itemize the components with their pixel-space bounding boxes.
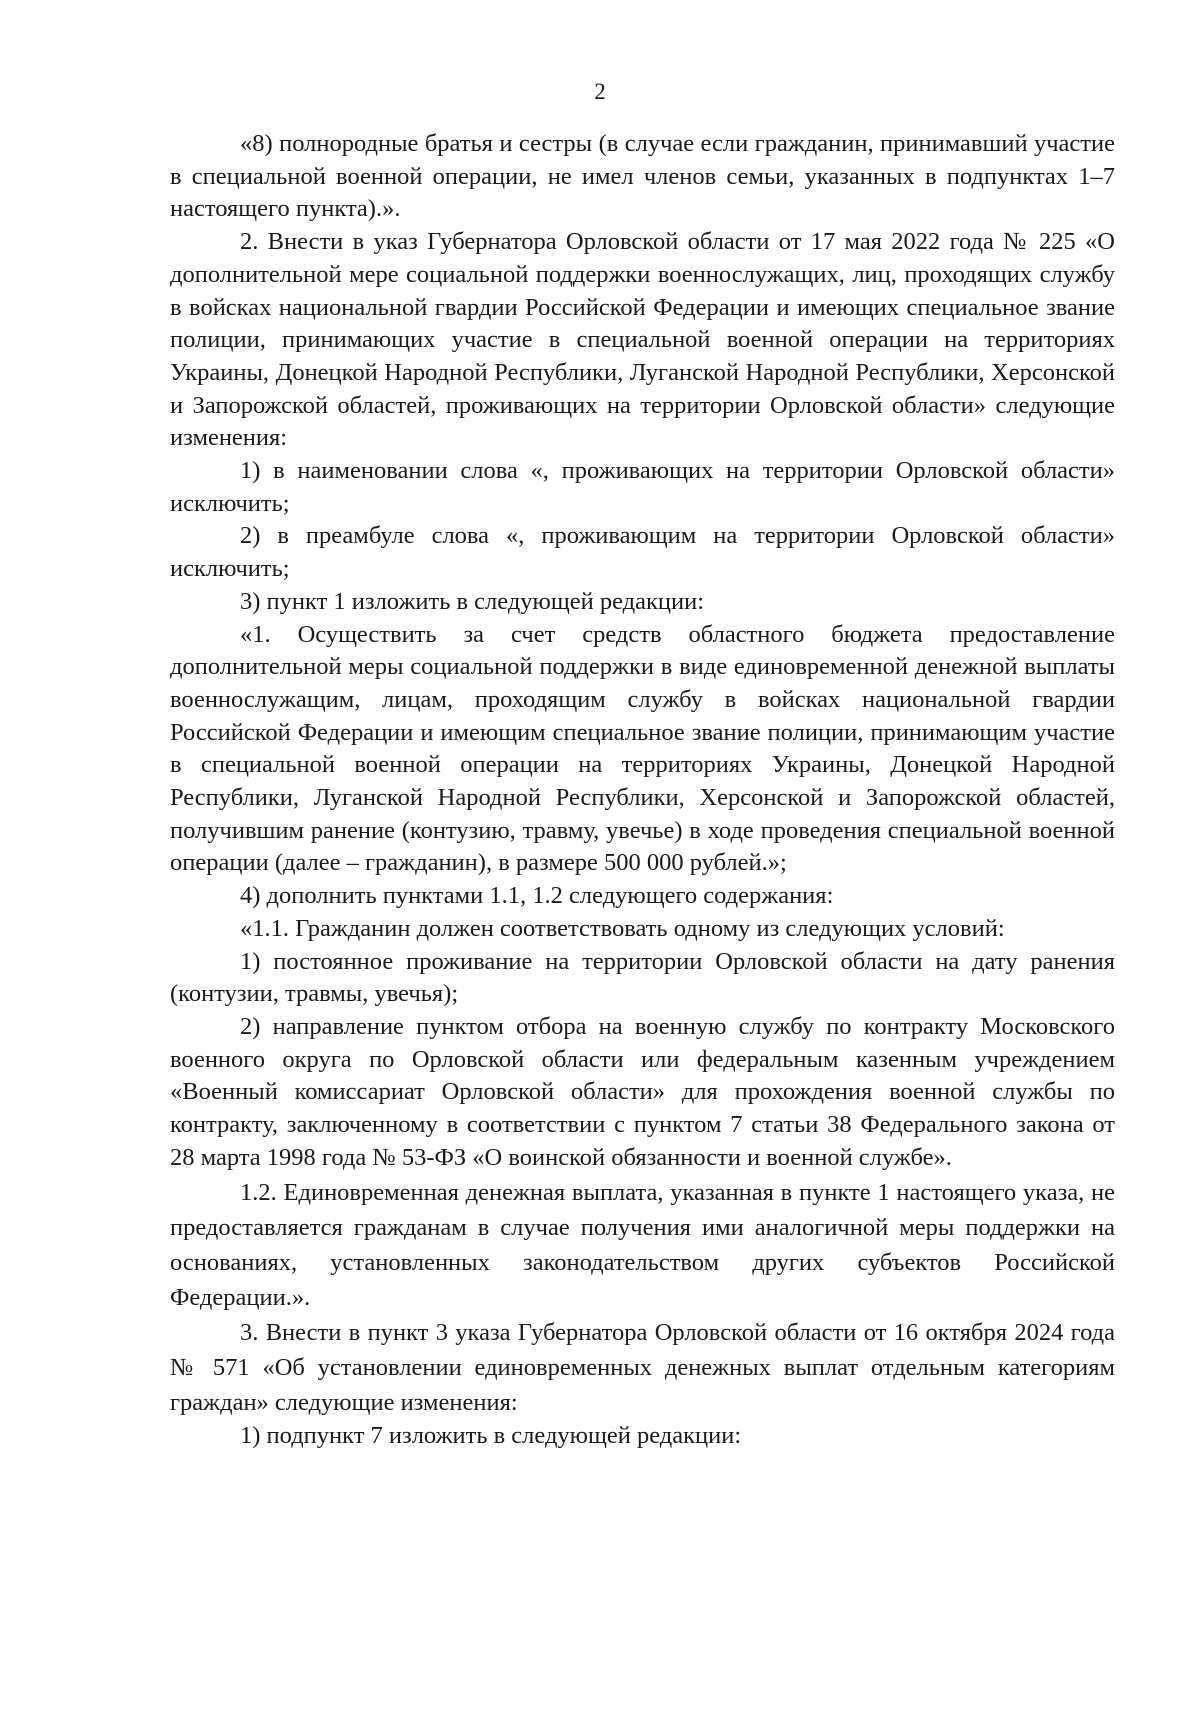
page-number: 2 <box>594 79 606 104</box>
paragraph-item-2: 2. Внести в указ Губернатора Орловской области от 17 мая 2022 года № 225 «О дополнительной мере социальной поддержки военнослужащих, лиц, проходящих службу в войсках национальной гвардии Российской Федерации и имеющих специальное звание полиции, принимающих участие в специальной военной операции на территориях Украины, Донецкой Народной Республики, Луганской Народной Республики, Херсонской и Запорожской областей, проживающих на территории Орловской области» следующие изменения: <box>170 228 1115 452</box>
paragraph-item-2-sub-2: 2) в преамбуле слова «, проживающим на территории Орловской области» исключить; <box>170 522 1115 583</box>
paragraph-subitem-8: «8) полнородные братья и сестры (в случае если гражданин, принимавший участие в специальной военной операции, не имел членов семьи, указанных в подпунктах 1–7 настоящего пункта).». <box>170 130 1115 223</box>
document-body <box>170 128 1115 1452</box>
paragraph-item-3-sub-1: 1) подпункт 7 изложить в следующей редакции: <box>240 1421 742 1449</box>
paragraph-new-point-1: «1. Осуществить за счет средств областного бюджета предоставление дополнительной меры социальной поддержки в виде единовременной денежной выплаты военнослужащим, лицам, проходящим службу в войсках национальной гвардии Российской Федерации и имеющим специальное звание полиции, принимающим участие в специальной военной операции на территориях Украины, Донецкой Народной Республики, Луганской Народной Республики, Херсонской и Запорожской областей, получившим ранение (контузию, травму, увечье) в ходе проведения специальной военной операции (далее – гражданин), в размере 500 000 рублей.»; <box>170 620 1115 877</box>
paragraph-item-2-sub-4: 4) дополнить пунктами 1.1, 1.2 следующего содержания: <box>240 882 834 910</box>
paragraph-condition-2: 2) направление пунктом отбора на военную службу по контракту Московского военного округа по Орловской области или федеральным казенным учреждением «Военный комиссариат Орловской области» для прохождения военной службы по контракту, заключенному в соответствии с пунктом 7 статьи 38 Федерального закона от 28 марта 1998 года № 53-ФЗ «О воинской обязанности и военной службе». <box>170 1012 1115 1171</box>
paragraph-point-1-2: 1.2. Единовременная денежная выплата, указанная в пункте 1 настоящего указа, не предоставляется гражданам в случае получения ими аналогичной меры поддержки на основаниях, установленных законодательством других субъектов Российской Федерации.». <box>170 1178 1115 1311</box>
paragraph-item-2-sub-1: 1) в наименовании слова «, проживающих на территории Орловской области» исключить; <box>170 457 1115 517</box>
paragraph-item-3: 3. Внести в пункт 3 указа Губернатора Орловской области от 16 октября 2024 года № 571 «Об установлении единовременных денежных выплат отдельным категориям граждан» следующие изменения: <box>170 1318 1115 1416</box>
paragraph-point-1-1: «1.1. Гражданин должен соответствовать одному из следующих условий: <box>240 914 1005 942</box>
paragraph-item-2-sub-3: 3) пункт 1 изложить в следующей редакции: <box>240 587 705 615</box>
paragraph-condition-1: 1) постоянное проживание на территории Орловской области на дату ранения (контузии, травмы, увечья); <box>170 947 1115 1008</box>
